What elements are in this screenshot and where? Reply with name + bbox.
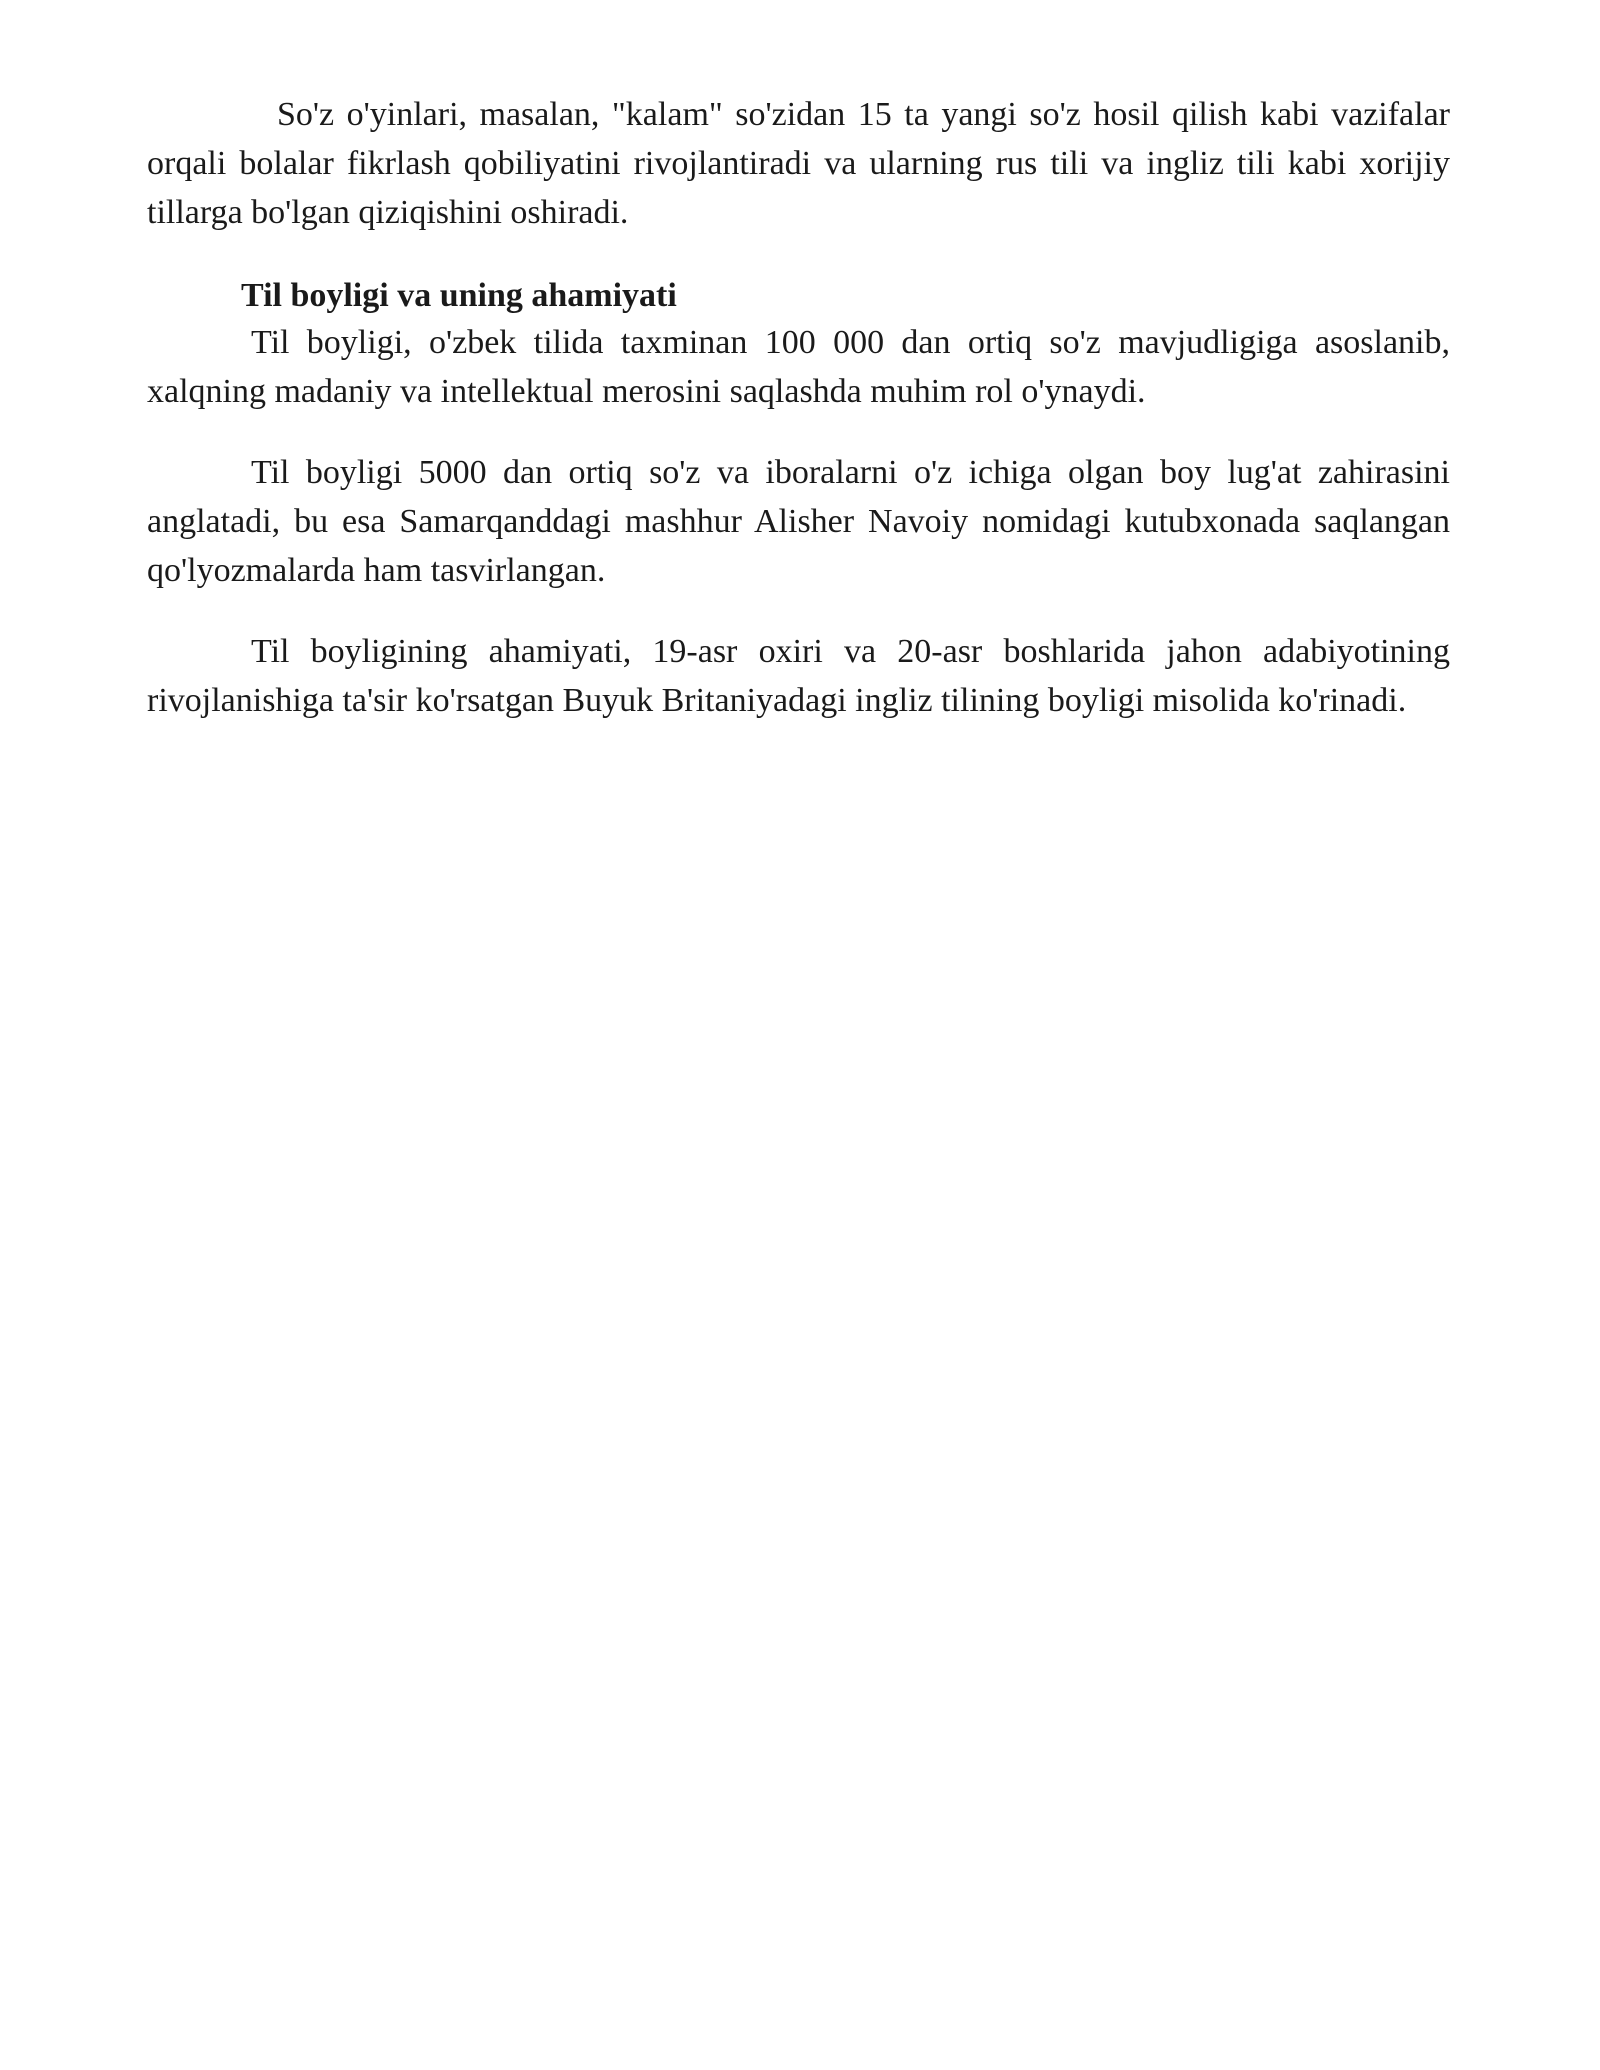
paragraph-vocabulary: Til boyligi 5000 dan ortiq so'z va iboralarni o'z ichiga olgan boy lug'at zahirasini anglatadi, bu esa Samarqanddagi mashhur Alisher Navoiy nomidagi kutubxonada saqlangan qo'lyozmalarda ham tasvirlangan. [147, 454, 1450, 589]
paragraph-language-wealth: Til boyligi, o'zbek tilida taxminan 100 000 dan ortiq so'z mavjudligiga asoslanib, xalqning madaniy va intellektual merosini saqlashda muhim rol o'ynaydi. [147, 324, 1450, 410]
paragraph-spacer [147, 237, 1450, 274]
paragraph-word-games: So'z o'yinlari, masalan, "kalam" so'zidan 15 ta yangi so'z hosil qilish kabi vazifalar orqali bolalar fikrlash qobiliyatini rivojlantiradi va ularning rus tili va ingliz tili kabi xorijiy tillarga bo'lgan qiziqishini oshiradi. [147, 96, 1450, 231]
paragraph-spacer [147, 595, 1450, 627]
document-body [147, 90, 1450, 725]
paragraph-spacer [147, 416, 1450, 448]
paragraph-importance: Til boyligining ahamiyati, 19-asr oxiri va 20-asr boshlarida jahon adabiyotining rivojlanishiga ta'sir ko'rsatgan Buyuk Britaniyadagi ingliz tilining boyligi misolida ko'rinadi. [147, 633, 1450, 719]
section-heading: Til boyligi va uning ahamiyati [241, 277, 677, 314]
